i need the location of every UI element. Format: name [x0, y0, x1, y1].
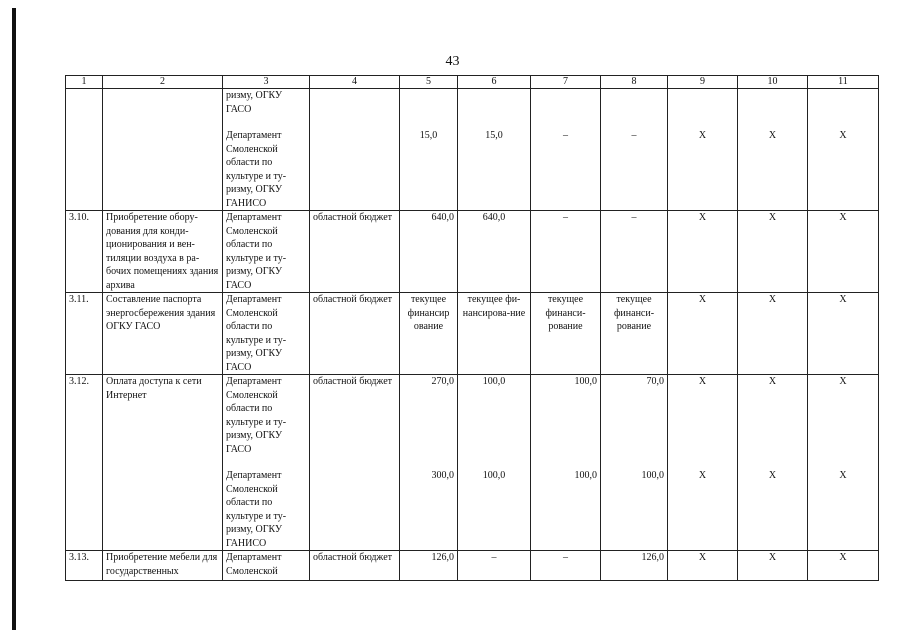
value: 100,0: [641, 470, 664, 481]
total-cell: 640,0: [400, 211, 458, 293]
total-cell: [400, 89, 458, 211]
col11-cell: [808, 89, 879, 211]
funding-source: областной бюджет: [310, 211, 400, 293]
row-number: 3.11.: [66, 293, 103, 375]
table-row: [66, 211, 879, 293]
col10-cell: [738, 375, 808, 551]
measure-name: Приобретение обору-дования для конди-ционирования и вен-тиляции воздуха в ра-бочих помещениях здания архива: [103, 211, 223, 293]
measure-name: Оплата доступа к сети Интернет: [103, 375, 223, 551]
value: –: [631, 130, 637, 141]
column-header: 8: [601, 76, 668, 89]
row-number: 3.10.: [66, 211, 103, 293]
page-number: 43: [445, 54, 460, 69]
executor-cell: [223, 375, 310, 551]
table-row: [66, 293, 879, 375]
binder-edge-line: [12, 8, 16, 630]
year1-cell: –: [458, 551, 531, 581]
year1-cell: текущее фи-нансирова-ние: [458, 293, 531, 375]
value: 70,0: [646, 376, 664, 387]
executor: Департамент Смоленской: [223, 551, 310, 581]
col11-cell: Х: [808, 551, 879, 581]
value: Х: [698, 130, 707, 141]
col9-cell: Х: [668, 211, 738, 293]
row-number: 3.13.: [66, 551, 103, 581]
row-number: 3.12.: [66, 375, 103, 551]
executor-cell: [223, 89, 310, 211]
table-row: [66, 89, 879, 211]
row-number: [66, 89, 103, 211]
table-row: [66, 375, 879, 551]
col11-cell: [808, 375, 879, 551]
year2-cell: текущее финанси-рование: [531, 293, 601, 375]
executor: Департамент Смоленской области по культуре и ту-ризму, ОГКУ ГАНИСО: [226, 470, 287, 549]
funding-source: областной бюджет: [310, 551, 400, 581]
budget-table: [65, 75, 879, 581]
value: Х: [768, 130, 777, 141]
column-header: 5: [400, 76, 458, 89]
col10-cell: Х: [738, 551, 808, 581]
value: Х: [839, 376, 847, 387]
col9-cell: [668, 375, 738, 551]
year1-cell: [458, 375, 531, 551]
total-cell: [400, 375, 458, 551]
total-cell: текущее финансир ование: [400, 293, 458, 375]
column-header: 9: [668, 76, 738, 89]
value: Х: [698, 470, 707, 481]
column-header: 11: [808, 76, 879, 89]
column-header: 4: [310, 76, 400, 89]
column-header: 2: [103, 76, 223, 89]
value: Х: [768, 376, 777, 387]
value: Х: [698, 376, 707, 387]
value: 100,0: [482, 470, 506, 481]
year1-cell: [458, 89, 531, 211]
value: 100,0: [574, 376, 597, 387]
value: 15,0: [419, 130, 438, 141]
measure-name: Приобретение мебели для государственных: [103, 551, 223, 581]
measure-name: Составление паспорта энергосбережения здания ОГКУ ГАСО: [103, 293, 223, 375]
column-header: 10: [738, 76, 808, 89]
year3-cell: 126,0: [601, 551, 668, 581]
value: –: [563, 130, 568, 141]
value: 300,0: [431, 470, 454, 481]
year2-cell: [531, 375, 601, 551]
funding-source: областной бюджет: [310, 293, 400, 375]
column-number-row: [66, 76, 879, 89]
executor: Департамент Смоленской области по культуре и ту-ризму, ОГКУ ГАСО: [223, 211, 310, 293]
col9-cell: [668, 89, 738, 211]
value: Х: [839, 470, 847, 481]
measure-name: [103, 89, 223, 211]
value: 100,0: [482, 376, 506, 387]
executor: Департамент Смоленской области по культуре и ту-ризму, ОГКУ ГАСО: [226, 376, 287, 455]
value: Х: [768, 470, 777, 481]
funding-source: [310, 89, 400, 211]
col10-cell: Х: [738, 211, 808, 293]
col10-cell: [738, 89, 808, 211]
executor: Департамент Смоленской области по культуре и ту-ризму, ОГКУ ГАСО: [223, 293, 310, 375]
year2-cell: –: [531, 551, 601, 581]
col9-cell: Х: [668, 293, 738, 375]
value: 270,0: [431, 376, 454, 387]
year2-cell: [531, 89, 601, 211]
year3-cell: –: [601, 211, 668, 293]
funding-source: областной бюджет: [310, 375, 400, 551]
executor: ризму, ОГКУ ГАСО: [226, 90, 283, 115]
value: 15,0: [485, 130, 503, 141]
value: Х: [839, 130, 847, 141]
table-row: [66, 551, 879, 581]
column-header: 6: [458, 76, 531, 89]
executor: Департамент Смоленской области по культуре и ту-ризму, ОГКУ ГАНИСО: [226, 130, 287, 209]
value: 100,0: [574, 470, 597, 481]
column-header: 3: [223, 76, 310, 89]
col10-cell: Х: [738, 293, 808, 375]
year1-cell: 640,0: [458, 211, 531, 293]
col9-cell: Х: [668, 551, 738, 581]
year3-cell: текущее финанси-рование: [601, 293, 668, 375]
column-header: 7: [531, 76, 601, 89]
total-cell: 126,0: [400, 551, 458, 581]
col11-cell: Х: [808, 211, 879, 293]
year2-cell: –: [531, 211, 601, 293]
year3-cell: [601, 89, 668, 211]
col11-cell: Х: [808, 293, 879, 375]
column-header: 1: [66, 76, 103, 89]
year3-cell: [601, 375, 668, 551]
